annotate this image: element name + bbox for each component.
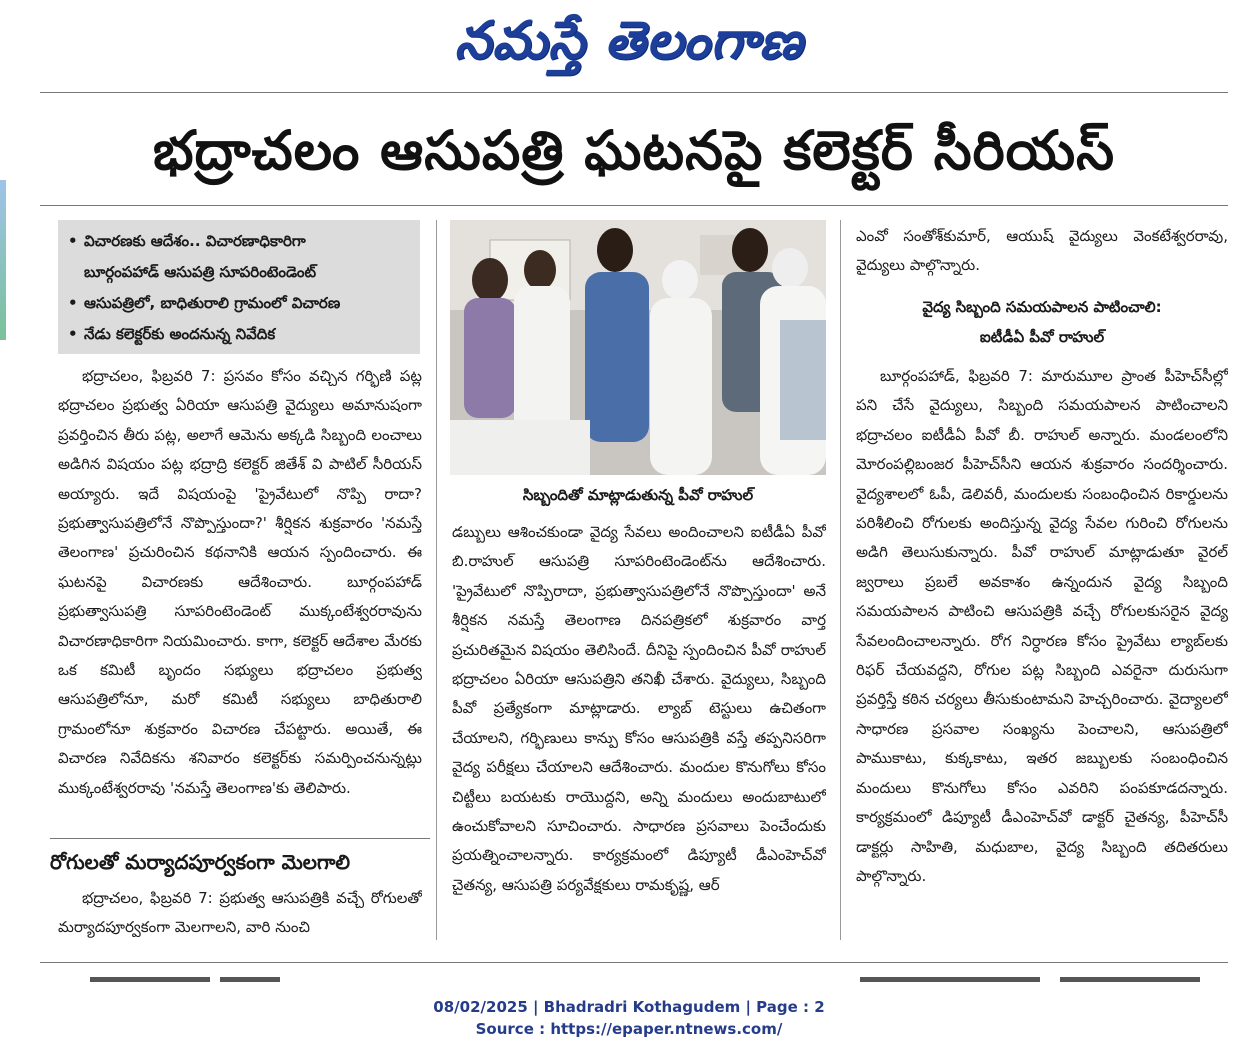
column3-paragraph: బూర్గంపహాడ్, ఫిబ్రవరి 7: మారుమూల ప్రాంత పీహెచ్‌సీల్లో పని చేసే వైద్యులు, సిబ్బంది సమయపాలన పాటించాలని భద్రాచలం ఐటీడీఏ పీవో బీ. రాహుల్ అన్నారు. మండలంలోని మోరంపల్లిబంజర పీహెచ్‌సీని ఆయన శుక్రవారం సందర్శించారు. వైద్యశాలలో ఓపీ, డెలివరీ, మందులకు సంబంధించిన రికార్డులను పరిశీలించి రోగులకు అందిస్తున్న వైద్య సేవల గురించి రోగులను అడిగి తెలుసుకున్నారు. పీవో రాహుల్ మాట్లాడుతూ వైరల్ జ్వరాలు ప్రబలే అవకాశం ఉన్నందున వైద్య సిబ్బంది సమయపాలన పాటించి ఆసుపత్రికి వచ్చే రోగులకుసరైన వైద్య సేవలందించాలన్నారు. రోగ నిర్ధారణ కోసం ప్రైవేటు ల్యాబ్‌లకు రిఫర్ చేయవద్దని, రోగుల పట్ల సిబ్బంది ఎవరైనా దురుసుగా ప్రవర్తిస్తే కఠిన చర్యలు తీసుకుంటామని హెచ్చరించారు. వైద్యాలలో సాధారణ ప్రసవాల సంఖ్యను పెంచాలని, ఆసుపత్రిలో పాముకాటు, కుక్కకాటు, ఇతర జబ్బులకు సంబంధించిన మందులు కొనుగోలు కోసం ఎవరిని పంపకూడదన్నారు. కార్యక్రమంలో డిప్యూటీ డీఎంహెచ్‌వో డాక్టర్ చైతన్య, పీహెచ్‌సీ డాక్టర్లు సాహితి, మధుబాల, వైద్య సిబ్బంది తదితరులు పాల్గొన్నారు. <box>856 367 1228 885</box>
column1-subhead: రోగులతో మర్యాదపూర్వకంగా మెలగాలి <box>50 850 351 874</box>
footer-date-page: 08/02/2025 | Bhadradri Kothagudem | Page : 2 <box>433 998 825 1016</box>
footer-source[interactable]: Source : https://epaper.ntnews.com/ <box>475 1020 783 1038</box>
headline: భద్రాచలం ఆసుపత్రి ఘటనపై కలెక్టర్ సీరియస్ <box>153 119 1115 182</box>
masthead <box>0 6 1258 76</box>
bullet-dot-icon: • <box>68 294 78 312</box>
headline-rule <box>40 205 1228 206</box>
bullet-item: • విచారణకు ఆదేశం.. విచారణాధికారిగా <box>68 226 410 257</box>
news-photo-illustration <box>450 220 826 475</box>
footer <box>0 996 1258 1040</box>
news-photo <box>450 220 826 475</box>
masthead-rule <box>40 92 1228 93</box>
bullet-item: • నేడు కలెక్టర్‌కు అందనున్న నివేదిక <box>68 319 410 350</box>
masthead-title: నమస్తే తెలంగాణ <box>454 10 804 71</box>
column1-second-paragraph: భద్రాచలం, ఫిబ్రవరి 7: ప్రభుత్వ ఆసుపత్రికి వచ్చే రోగులతో మర్యాదపూర్వకంగా మెలగాలని, వారి నుంచి <box>58 889 422 937</box>
bullet-item: • ఆసుపత్రిలో, బాధితురాలి గ్రామంలో విచారణ <box>68 288 410 319</box>
column-divider-1 <box>436 220 437 940</box>
highlights-box <box>58 220 420 354</box>
column1-subhead-rule <box>50 838 430 839</box>
next-article-strip <box>60 970 1228 984</box>
left-neighbor-image-strip <box>0 180 6 340</box>
column3-subhead-line2: ఐటీడీఏ పీవో రాహుల్ <box>979 328 1105 346</box>
photo-caption: సిబ్బందితో మాట్లాడుతున్న పీవో రాహుల్ <box>522 486 754 504</box>
cut-off-text-illustration <box>60 971 1228 984</box>
bullet-dot-icon: • <box>68 232 78 250</box>
bullet-dot-icon: • <box>68 325 78 343</box>
column3-subhead-line1: వైద్య సిబ్బంది సమయపాలన పాటించాలి: <box>922 298 1162 316</box>
bottom-rule <box>40 962 1228 963</box>
column-divider-2 <box>840 220 841 940</box>
column3-subhead <box>856 292 1228 352</box>
column1-main-paragraph: భద్రాచలం, ఫిబ్రవరి 7: ప్రసవం కోసం వచ్చిన గర్భిణి పట్ల భద్రాచలం ప్రభుత్వ ఏరియా ఆసుపత్రి వైద్యులు అమానుషంగా ప్రవర్తించిన తీరు పట్ల, అలాగే ఆమెను అక్కడి సిబ్బంది లంచాలు అడిగిన విషయం పట్ల భద్రాద్రి కలెక్టర్ జితేశ్ వి పాటిల్ సీరియస్ అయ్యారు. ఇదే విషయంపై 'ప్రైవేటులో నొప్పి రాదా? ప్రభుత్వాసుపత్రిలోనే నొప్పొస్తుందా?' శీర్షికన శుక్రవారం 'నమస్తే తెలంగాణ' ప్రచురించిన కథనానికి ఆయన స్పందించారు. ఈ ఘటనపై విచారణకు ఆదేశించారు. బూర్గంపహాడ్ ప్రభుత్వాసుపత్రి సూపరింటెండెంట్ ముక్కంటేశ్వరరావును విచారణాధికారిగా నియమించారు. కాగా, కలెక్టర్ ఆదేశాల మేరకు ఒక కమిటీ బృందం సభ్యులు భద్రాచలం ప్రభుత్వ ఆసుపత్రిలోనూ, మరో కమిటీ సభ్యులు బాధితురాలి గ్రామంలోనూ శుక్రవారం విచారణ చేపట్టారు. అయితే, ఈ విచారణ నివేదికను శనివారం కలెక్టర్‌కు సమర్పించనున్నట్లు ముక్కంటేశ్వరరావు 'నమస్తే తెలంగాణ'కు తెలిపారు. <box>58 367 422 797</box>
column2-paragraph: డబ్బులు ఆశించకుండా వైద్య సేవలు అందించాలని ఐటీడీఏ పీవో బి.రాహుల్ ఆసుపత్రి సూపరింటెండెంట్‌ను ఆదేశించారు. 'ప్రైవేటులో నొప్పిరాదా, ప్రభుత్వాసుపత్రిలోనే నొప్పొస్తుందా' అనే శీర్షికన నమస్తే తెలంగాణ దినపత్రికలో శుక్రవారం వార్త ప్రచురితమైన విషయం తెలిసిందే. దీనిపై స్పందించిన పీవో రాహుల్ భద్రాచలం ఏరియా ఆసుపత్రిని తనిఖీ చేశారు. వైద్యులు, సిబ్బంది పీవో ప్రత్యేకంగా మాట్లాడారు. ల్యాబ్ టెస్టులు ఉచితంగా చేయాలని, గర్భిణులు కాన్పు కోసం ఆసుపత్రికి వస్తే తప్పనిసరిగా వైద్య పరీక్షలు చేయాలని ఆదేశించారు. మందుల కొనుగోలు కోసం చిట్టీలు బయటకు రాయొద్దని, అన్ని మందులు అందుబాటులో ఉంచుకోవాలని సూచించారు. సాధారణ ప్రసవాలు పెంచేందుకు ప్రయత్నించాలన్నారు. కార్యక్రమంలో డిప్యూటీ డీఎంహెచ్‌వో చైతన్య, ఆసుపత్రి పర్యవేక్షకులు రామకృష్ణ, ఆర్ <box>452 523 826 894</box>
bullet-item: బూర్గంపహాడ్ ఆసుపత్రి సూపరింటెండెంట్ <box>84 263 317 281</box>
column3-top-paragraph: ఎంవో సంతోశ్‌కుమార్, ఆయుష్ వైద్యులు వెంకటేశ్వరరావు, వైద్యులు పాల్గొన్నారు. <box>856 227 1228 275</box>
